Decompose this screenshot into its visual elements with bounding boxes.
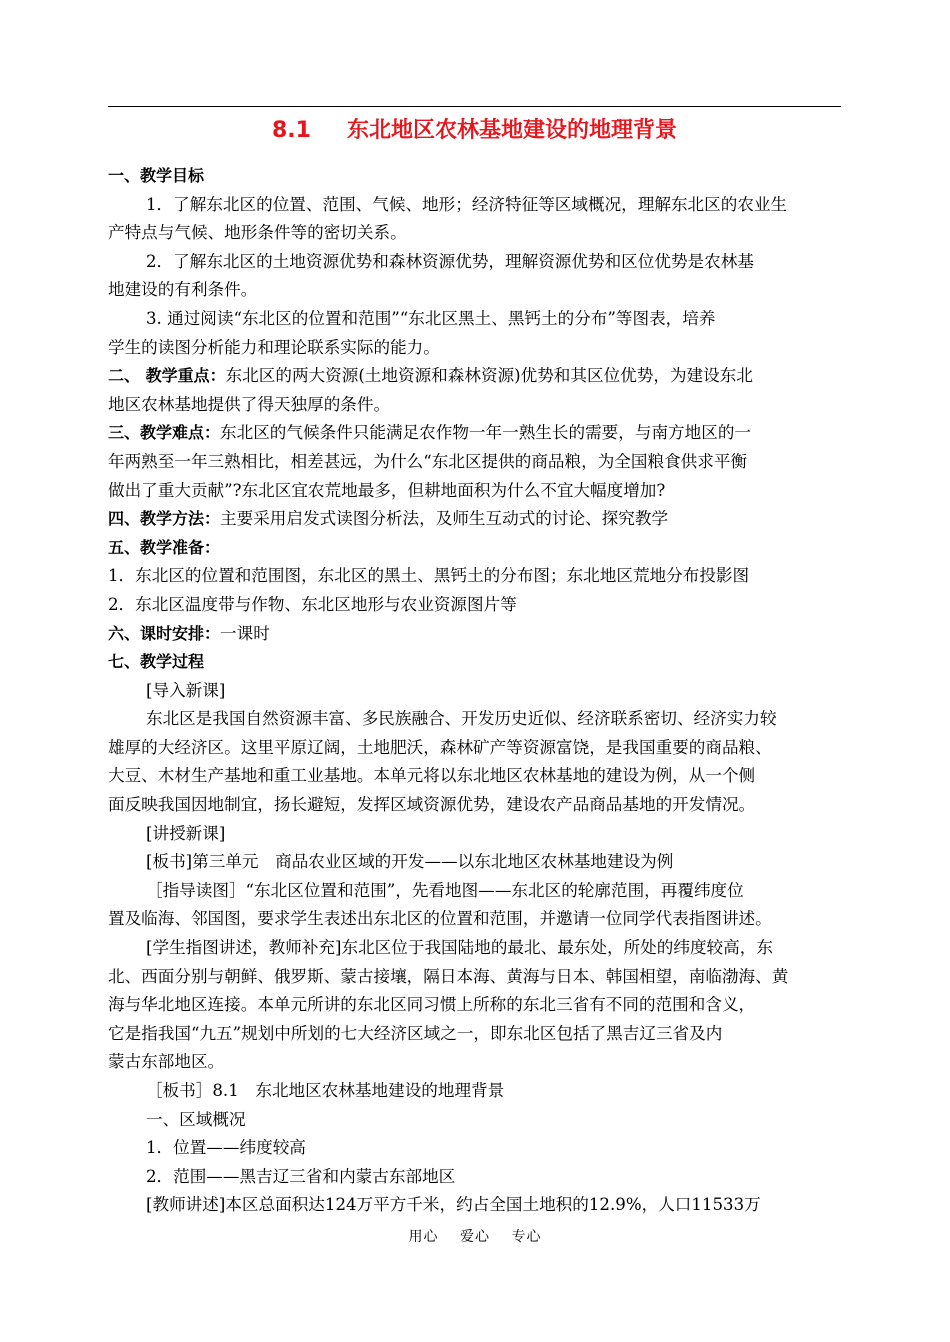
line-text: 它是指我国“九五”规划中所划的七大经济区域之一，即东北区包括了黑吉辽三省及内: [108, 1023, 723, 1043]
line-text: 东北区的气候条件只能满足农作物一年一熟生长的需要，与南方地区的一: [220, 423, 752, 443]
text-line: [108, 305, 842, 334]
line-text: 雄厚的大经济区。这里平原辽阔，土地肥沃，森林矿产等资源富饶，是我国重要的商品粮、: [108, 737, 772, 757]
footer-word: 爱心: [460, 1229, 490, 1245]
text-line: [108, 734, 842, 763]
section-heading: 一、教学目标: [108, 166, 205, 185]
text-line: [108, 963, 842, 992]
section-heading: 三、教学难点：: [108, 423, 221, 443]
line-text: 产特点与气候、地形条件等的密切关系。: [108, 223, 407, 243]
text-line: [108, 1191, 842, 1220]
line-text: 海与华北地区连接。本单元所讲的东北区同习惯上所称的东北三省有不同的范围和含义，: [108, 995, 756, 1015]
text-line: [108, 1106, 842, 1135]
page-footer: [0, 1226, 950, 1246]
line-text: 学生的读图分析能力和理论联系实际的能力。: [108, 337, 440, 357]
section-heading: 七、教学过程: [108, 652, 205, 672]
line-text: [学生指图讲述，教师补充]东北区位于我国陆地的最北、最东处，所处的纬度较高，东: [146, 938, 773, 958]
text-line: [108, 391, 842, 420]
title-text: 东北地区农林基地建设的地理背景: [346, 118, 677, 143]
page-title: [108, 114, 841, 148]
text-line: [108, 791, 842, 820]
text-line: [108, 362, 842, 391]
line-text: 做出了重大贡献”?东北区宜农荒地最多，但耕地面积为什么不宜大幅度增加?: [108, 480, 666, 500]
line-text: 1．位置——纬度较高: [146, 1138, 306, 1158]
line-text: [导入新课]: [146, 680, 226, 700]
line-text: 地建设的有利条件。: [108, 280, 258, 300]
footer-word: 专心: [511, 1229, 542, 1245]
document-body: [108, 162, 842, 1220]
line-text: 2．范围——黑吉辽三省和内蒙古东部地区: [146, 1166, 456, 1186]
line-text: [板书]第三单元 商品农业区域的开发——以东北地区农林基地建设为例: [146, 852, 674, 872]
line-text: 年两熟至一年三熟相比，相差甚远，为什么“东北区提供的商品粮，为全国粮食供求平衡: [108, 451, 748, 471]
line-text: 一课时: [220, 623, 270, 643]
line-text: [教师讲述]本区总面积达124万平方千米，约占全国土地积的12.9%，人口11533万: [146, 1195, 761, 1215]
line-text: ［指导读图］“东北区位置和范围”，先看地图——东北区的轮廓范围，再覆纬度位: [146, 880, 744, 900]
text-line: [108, 505, 842, 534]
text-line: [108, 705, 842, 734]
text-line: [108, 1048, 842, 1077]
line-text: [讲授新课]: [146, 823, 226, 843]
text-line: [108, 191, 842, 220]
line-text: 置及临海、邻国图，要求学生表述出东北区的位置和范围，并邀请一位同学代表指图讲述。: [108, 909, 772, 929]
text-line: [108, 1020, 842, 1049]
text-line: [108, 419, 842, 448]
line-text: 3. 通过阅读“东北区的位置和范围”“东北区黑土、黑钙土的分布”等图表，培养: [146, 308, 716, 328]
line-text: 地区农林基地提供了得天独厚的条件。: [108, 394, 391, 414]
title-number: 8.1: [272, 118, 311, 143]
text-line: [108, 905, 842, 934]
text-line: [108, 276, 842, 305]
text-line: [108, 162, 842, 191]
text-line: [108, 820, 842, 849]
text-line: [108, 219, 842, 248]
section-heading: 五、教学准备：: [108, 537, 221, 557]
text-line: [108, 991, 842, 1020]
text-line: [108, 1077, 842, 1106]
text-line: [108, 1163, 842, 1192]
line-text: 北、西面分别与朝鲜、俄罗斯、蒙古接壤，隔日本海、黄海与日本、韩国相望，南临渤海、黄: [108, 966, 789, 986]
text-line: [108, 648, 842, 677]
line-text: 2．了解东北区的土地资源优势和森林资源优势，理解资源优势和区位优势是农林基: [146, 251, 754, 271]
header-rule: [108, 106, 841, 107]
section-heading: 六、课时安排：: [108, 623, 221, 643]
section-heading: 四、教学方法：: [108, 509, 221, 529]
text-line: [108, 1134, 842, 1163]
text-line: [108, 877, 842, 906]
line-text: 2．东北区温度带与作物、东北区地形与农业资源图片等: [108, 594, 517, 614]
text-line: [108, 477, 842, 506]
line-text: ［板书］8.1 东北地区农林基地建设的地理背景: [146, 1081, 505, 1100]
line-text: 主要采用启发式读图分析法，及师生互动式的讨论、探究教学: [220, 509, 669, 529]
footer-word: 用心: [408, 1229, 439, 1245]
line-text: 东北区的两大资源(土地资源和森林资源)优势和其区位优势，为建设东北: [225, 366, 753, 386]
text-line: [108, 620, 842, 649]
text-line: [108, 248, 842, 277]
line-text: 东北区是我国自然资源丰富、多民族融合、开发历史近似、经济联系密切、经济实力较: [146, 709, 777, 729]
text-line: [108, 334, 842, 363]
text-line: [108, 591, 842, 620]
text-line: [108, 848, 842, 877]
line-text: 蒙古东部地区。: [108, 1052, 225, 1072]
line-text: 1．了解东北区的位置、范围、气候、地形；经济特征等区域概况，理解东北区的农业生: [146, 194, 788, 214]
text-line: [108, 448, 842, 477]
line-text: 大豆、木材生产基地和重工业基地。本单元将以东北地区农林基地的建设为例，从一个侧: [108, 766, 756, 786]
line-text: 面反映我国因地制宜，扬长避短，发挥区域资源优势，建设农产品商品基地的开发情况。: [108, 795, 756, 815]
text-line: [108, 677, 842, 706]
line-text: 1．东北区的位置和范围图，东北区的黑土、黑钙土的分布图；东北地区荒地分布投影图: [108, 566, 750, 586]
section-heading: 二、 教学重点：: [108, 366, 226, 386]
text-line: [108, 562, 842, 591]
text-line: [108, 762, 842, 791]
text-line: [108, 534, 842, 563]
line-text: 一、区域概况: [146, 1109, 246, 1129]
text-line: [108, 934, 842, 963]
